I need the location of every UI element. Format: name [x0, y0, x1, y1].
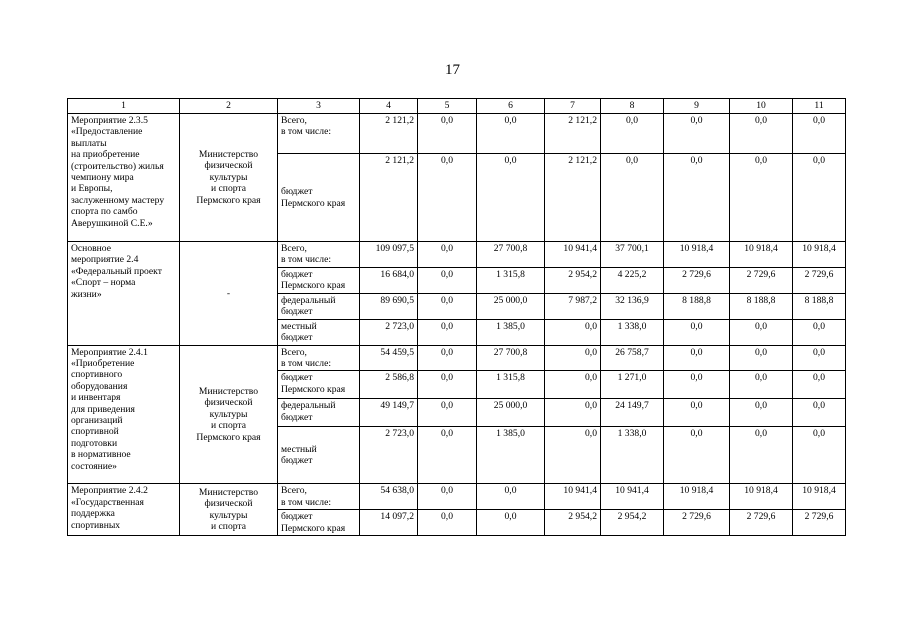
amount-cell: 2 723,0	[360, 427, 418, 484]
header-cell: 8	[601, 99, 664, 114]
amount-cell: 0,0	[545, 427, 601, 484]
funding-source-cell	[278, 484, 360, 510]
amount-cell: 0,0	[418, 427, 477, 484]
funding-source-cell	[278, 371, 360, 399]
amount-cell: 2 729,6	[730, 510, 793, 536]
amount-cell: 0,0	[601, 154, 664, 242]
funding-source-line: Всего,	[281, 346, 307, 358]
amount-cell: 0,0	[793, 154, 846, 242]
activity-name-line: Мероприятие 2.4.1	[71, 346, 148, 358]
funding-source-cell	[278, 114, 360, 154]
amount-cell: 0,0	[418, 154, 477, 242]
amount-cell: 0,0	[601, 114, 664, 154]
amount-cell: 0,0	[664, 427, 730, 484]
executor-cell	[180, 242, 278, 346]
funding-source-line: Всего,	[281, 115, 307, 126]
amount-cell: 89 690,5	[360, 293, 418, 319]
executor-line: и спорта	[211, 183, 246, 195]
amount-cell: 32 136,9	[601, 293, 664, 319]
amount-cell: 16 684,0	[360, 267, 418, 293]
executor-line: и спорта	[211, 521, 246, 533]
amount-cell: 10 918,4	[730, 242, 793, 268]
executor-line: Министерство	[198, 148, 259, 160]
amount-cell: 10 918,4	[664, 484, 730, 510]
amount-cell: 27 700,8	[477, 345, 545, 371]
executor-cell	[180, 345, 278, 484]
table-row	[68, 484, 846, 510]
activity-name-line: спорта по самбо	[71, 206, 138, 218]
funding-source-cell	[278, 399, 360, 427]
funding-source-line: Всего,	[281, 485, 307, 497]
table-row	[68, 345, 846, 371]
amount-cell: 0,0	[477, 510, 545, 536]
funding-source-cell	[278, 293, 360, 319]
amount-cell: 2 729,6	[664, 267, 730, 293]
amount-cell: 0,0	[793, 114, 846, 154]
amount-cell: 0,0	[477, 484, 545, 510]
activity-name-cell	[68, 242, 180, 346]
activity-name-line: «Государственная	[71, 496, 144, 508]
amount-cell: 10 918,4	[664, 242, 730, 268]
amount-cell: 0,0	[730, 154, 793, 242]
executor-line: культуры	[209, 408, 248, 420]
amount-cell: 2 729,6	[793, 267, 846, 293]
table-row	[68, 242, 846, 268]
amount-cell: 10 941,4	[545, 242, 601, 268]
activity-name-cell	[68, 345, 180, 484]
funding-source-cell	[278, 427, 360, 484]
amount-cell: 2 954,2	[601, 510, 664, 536]
header-cell: 6	[477, 99, 545, 114]
amount-cell: 4 225,2	[601, 267, 664, 293]
amount-cell: 49 149,7	[360, 399, 418, 427]
funding-source-line: бюджет	[281, 411, 313, 423]
activity-name-line: на приобретение	[71, 149, 140, 161]
executor-line: и спорта	[211, 420, 246, 432]
amount-cell: 2 121,2	[545, 114, 601, 154]
amount-cell: 109 097,5	[360, 242, 418, 268]
amount-cell: 1 338,0	[601, 427, 664, 484]
amount-cell: 0,0	[545, 371, 601, 399]
amount-cell: 0,0	[730, 345, 793, 371]
activity-name-line: спортивной	[71, 426, 119, 438]
amount-cell: 0,0	[418, 510, 477, 536]
executor-line: культуры	[209, 171, 248, 183]
amount-cell: 0,0	[793, 371, 846, 399]
amount-cell: 0,0	[730, 399, 793, 427]
activity-name-line: подготовки	[71, 437, 118, 449]
amount-cell: 2 121,2	[360, 114, 418, 154]
amount-cell: 0,0	[418, 319, 477, 345]
funding-source-line: местный	[281, 320, 317, 332]
budget-table	[67, 98, 846, 536]
header-cell: 4	[360, 99, 418, 114]
funding-source-line: федеральный	[281, 294, 336, 306]
activity-name-line: Мероприятие 2.4.2	[71, 485, 148, 497]
amount-cell: 0,0	[418, 371, 477, 399]
activity-name-line: состояние»	[71, 460, 117, 472]
amount-cell: 54 459,5	[360, 345, 418, 371]
header-cell: 10	[730, 99, 793, 114]
executor-line: физической	[204, 397, 253, 409]
amount-cell: 2 586,8	[360, 371, 418, 399]
funding-source-line: Пермского края	[281, 522, 346, 534]
funding-source-cell	[278, 510, 360, 536]
activity-name-cell	[68, 484, 180, 536]
activity-name-line: «Приобретение	[71, 358, 135, 370]
funding-source-line: бюджет	[281, 372, 313, 384]
activity-name-line: организаций	[71, 415, 123, 427]
header-row	[68, 99, 846, 114]
amount-cell: 10 941,4	[601, 484, 664, 510]
activity-name-line: спортивных	[71, 519, 121, 531]
amount-cell: 0,0	[418, 267, 477, 293]
executor-line: Пермского края	[196, 194, 261, 206]
header-cell: 9	[664, 99, 730, 114]
funding-source-line: в том числе:	[281, 254, 332, 266]
amount-cell: 8 188,8	[730, 293, 793, 319]
amount-cell: 24 149,7	[601, 399, 664, 427]
amount-cell: 2 121,2	[545, 154, 601, 242]
amount-cell: 0,0	[664, 345, 730, 371]
amount-cell: 0,0	[418, 345, 477, 371]
amount-cell: 2 729,6	[730, 267, 793, 293]
table-row	[68, 114, 846, 154]
amount-cell: 2 729,6	[664, 510, 730, 536]
amount-cell: 8 188,8	[664, 293, 730, 319]
activity-name-line: Мероприятие 2.3.5	[71, 115, 148, 126]
amount-cell: 0,0	[730, 319, 793, 345]
amount-cell: 0,0	[664, 371, 730, 399]
amount-cell: 27 700,8	[477, 242, 545, 268]
amount-cell: 0,0	[730, 114, 793, 154]
amount-cell: 0,0	[545, 319, 601, 345]
amount-cell: 2 729,6	[793, 510, 846, 536]
amount-cell: 8 188,8	[793, 293, 846, 319]
amount-cell: 0,0	[793, 399, 846, 427]
activity-name-line: оборудования	[71, 380, 128, 392]
activity-name-line: в нормативное	[71, 449, 131, 461]
amount-cell: 1 271,0	[601, 371, 664, 399]
amount-cell: 26 758,7	[601, 345, 664, 371]
amount-cell: 0,0	[418, 242, 477, 268]
amount-cell: 25 000,0	[477, 399, 545, 427]
funding-source-line: Пермского края	[281, 383, 346, 395]
header-cell: 11	[793, 99, 846, 114]
activity-name-line: Основное	[71, 243, 111, 254]
activity-name-line: мероприятие 2.4	[71, 254, 139, 266]
activity-name-cell	[68, 114, 180, 242]
funding-source-line: местный	[281, 444, 317, 456]
amount-cell: 1 338,0	[601, 319, 664, 345]
activity-name-line: и инвентаря	[71, 392, 121, 404]
funding-source-line: в том числе:	[281, 358, 332, 370]
amount-cell: 0,0	[418, 293, 477, 319]
funding-source-line: Пермского края	[281, 197, 346, 209]
funding-source-line: в том числе:	[281, 126, 332, 138]
amount-cell: 1 385,0	[477, 427, 545, 484]
amount-cell: 0,0	[730, 427, 793, 484]
funding-source-cell	[278, 242, 360, 268]
funding-source-line: бюджет	[281, 511, 313, 523]
amount-cell: 0,0	[418, 114, 477, 154]
amount-cell: 0,0	[664, 114, 730, 154]
amount-cell: 2 121,2	[360, 154, 418, 242]
amount-cell: 0,0	[477, 114, 545, 154]
activity-name-line: жизни»	[71, 288, 102, 300]
header-cell: 3	[278, 99, 360, 114]
amount-cell: 7 987,2	[545, 293, 601, 319]
activity-name-line: спортивного	[71, 369, 123, 381]
amount-cell: 25 000,0	[477, 293, 545, 319]
activity-name-line: выплаты	[71, 137, 107, 149]
executor-cell	[180, 114, 278, 242]
amount-cell: 0,0	[664, 399, 730, 427]
page-number: 17	[445, 62, 460, 78]
amount-cell: 10 918,4	[793, 484, 846, 510]
amount-cell: 14 097,2	[360, 510, 418, 536]
amount-cell: 0,0	[793, 319, 846, 345]
amount-cell: 10 941,4	[545, 484, 601, 510]
activity-name-line: (строительство) жилья	[71, 160, 164, 172]
executor-cell	[180, 484, 278, 536]
amount-cell: 37 700,1	[601, 242, 664, 268]
activity-name-line: чемпиону мира	[71, 172, 134, 184]
amount-cell: 1 315,8	[477, 267, 545, 293]
executor-line: физической	[204, 160, 253, 172]
activity-name-line: поддержка	[71, 508, 115, 520]
funding-source-cell	[278, 154, 360, 242]
amount-cell: 0,0	[418, 399, 477, 427]
amount-cell: 0,0	[545, 345, 601, 371]
amount-cell: 10 918,4	[793, 242, 846, 268]
amount-cell: 0,0	[545, 399, 601, 427]
funding-source-line: бюджет	[281, 306, 313, 318]
funding-source-line: Пермского края	[281, 280, 346, 292]
funding-source-line: бюджет	[281, 186, 313, 198]
funding-source-line: Всего,	[281, 243, 307, 254]
amount-cell: 2 954,2	[545, 267, 601, 293]
funding-source-line: бюджет	[281, 332, 313, 344]
amount-cell: 0,0	[664, 319, 730, 345]
activity-name-line: Аверушкиной С.Е.»	[71, 217, 153, 229]
activity-name-line: «Предоставление	[71, 126, 143, 138]
executor-line: физической	[204, 498, 253, 510]
funding-source-line: бюджет	[281, 455, 313, 467]
header-cell: 2	[180, 99, 278, 114]
executor-line: Пермского края	[196, 431, 261, 443]
funding-source-cell	[278, 345, 360, 371]
executor-line: Министерство	[198, 487, 259, 499]
header-cell: 1	[68, 99, 180, 114]
executor-line: Министерство	[198, 386, 259, 398]
activity-name-line: для приведения	[71, 403, 135, 415]
activity-name-line: заслуженному мастеру	[71, 194, 165, 206]
amount-cell: 10 918,4	[730, 484, 793, 510]
header-cell: 5	[418, 99, 477, 114]
amount-cell: 2 954,2	[545, 510, 601, 536]
funding-source-line: бюджет	[281, 268, 313, 280]
amount-cell: 54 638,0	[360, 484, 418, 510]
amount-cell: 1 385,0	[477, 319, 545, 345]
amount-cell: 0,0	[664, 154, 730, 242]
amount-cell: 0,0	[730, 371, 793, 399]
funding-source-line: федеральный	[281, 400, 336, 412]
amount-cell: 1 315,8	[477, 371, 545, 399]
executor-line: -	[226, 287, 231, 299]
amount-cell: 2 723,0	[360, 319, 418, 345]
amount-cell: 0,0	[418, 484, 477, 510]
funding-source-cell	[278, 267, 360, 293]
amount-cell: 0,0	[793, 427, 846, 484]
activity-name-line: и Европы,	[71, 183, 113, 195]
activity-name-line: «Федеральный проект	[71, 265, 162, 277]
executor-line: культуры	[209, 509, 248, 521]
amount-cell: 0,0	[793, 345, 846, 371]
header-cell: 7	[545, 99, 601, 114]
funding-source-line: в том числе:	[281, 496, 332, 508]
amount-cell: 0,0	[477, 154, 545, 242]
activity-name-line: «Спорт – норма	[71, 277, 136, 289]
funding-source-cell	[278, 319, 360, 345]
